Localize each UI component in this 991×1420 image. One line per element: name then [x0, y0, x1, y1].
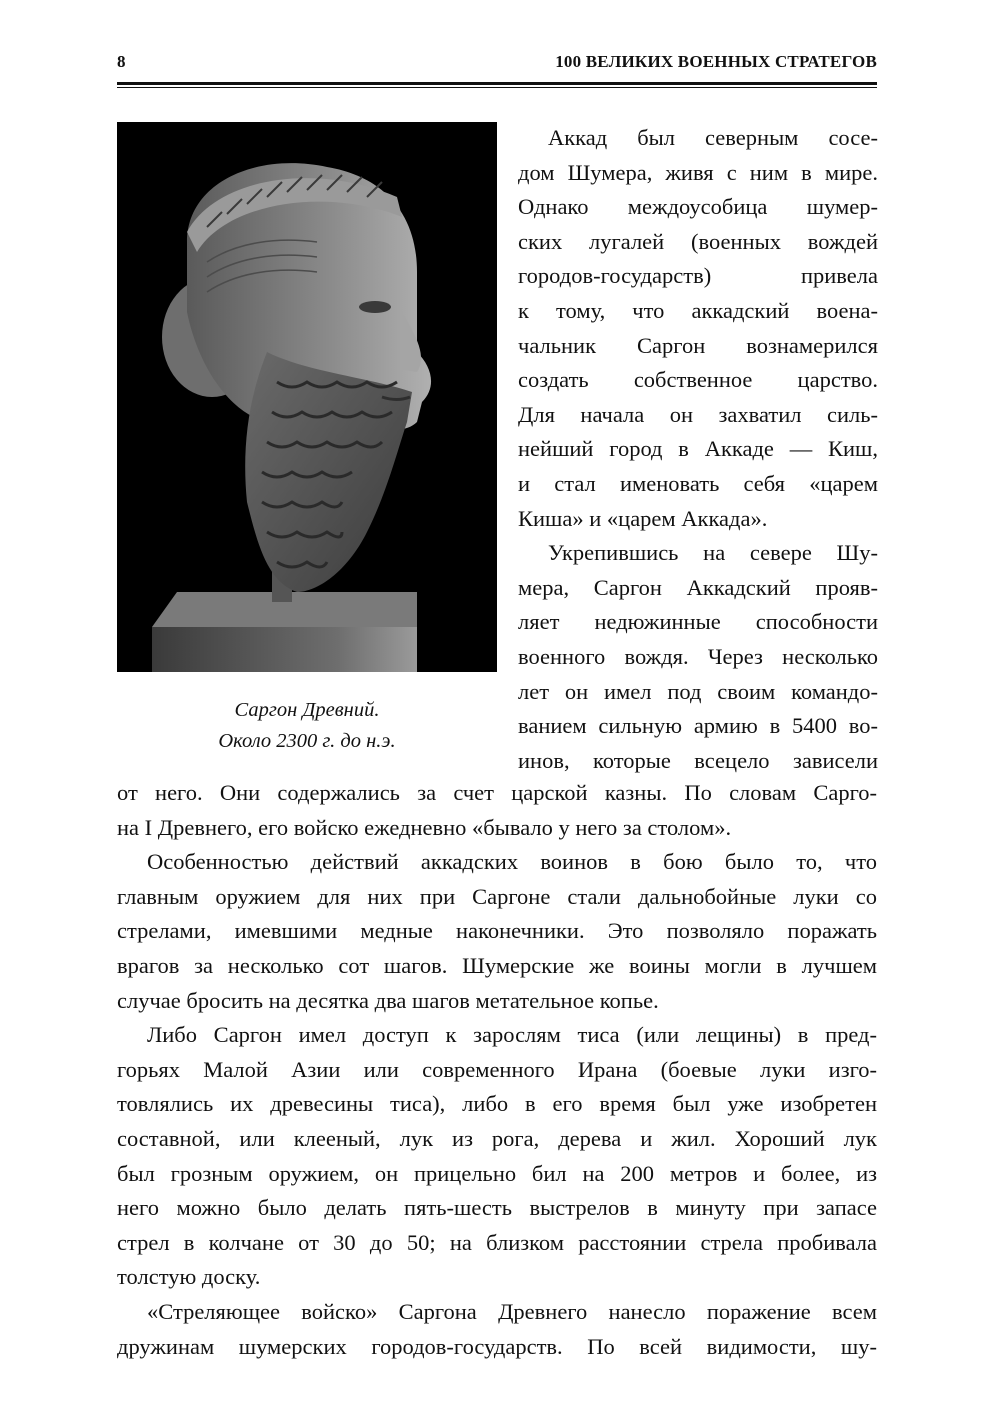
- caption-line: Около 2300 г. до н.э.: [218, 730, 396, 752]
- text-line: «Стреляющее войско» Саргона Древнего нанесло поражение всем: [147, 1298, 877, 1324]
- text-line: лет он имел под своим командо-: [518, 678, 878, 704]
- text-line: ляет недюжинные способности: [518, 609, 878, 635]
- text-line: и стал именовать себя «царем: [518, 470, 878, 496]
- running-header: [117, 50, 877, 76]
- text-line: инов, которые всецело зависели: [518, 747, 878, 773]
- text-line: толстую доску.: [117, 1264, 261, 1290]
- text-line: врагов за несколько сот шагов. Шумерские же воины могли в лучшем: [117, 952, 877, 978]
- text-line: стрел в колчане от 30 до 50; на близком расстоянии стрела пробивала: [117, 1229, 877, 1255]
- text-line: горьях Малой Азии или современного Ирана (боевые луки изго-: [117, 1056, 877, 1082]
- caption-line: Саргон Древний.: [234, 699, 380, 721]
- text-line: был грозным оружием, он прицельно бил на 200 метров и более, из: [117, 1160, 877, 1186]
- text-line: к тому, что аккадский воена-: [518, 297, 878, 323]
- text-line: Для начала он захватил силь-: [518, 401, 878, 427]
- text-line: нейший город в Аккаде — Киш,: [518, 436, 878, 462]
- text-line: чальник Саргон вознамерился: [518, 332, 878, 358]
- figure-caption: [117, 695, 497, 757]
- running-title: 100 ВЕЛИКИХ ВОЕННЫХ СТРАТЕГОВ: [555, 52, 877, 71]
- text-line: Укрепившись на севере Шу-: [548, 540, 878, 566]
- text-line: мера, Саргон Аккадский прояв-: [518, 574, 878, 600]
- sargon-bust-photo: [117, 122, 497, 672]
- text-line: ских лугалей (военных вождей: [518, 228, 878, 254]
- text-line: Особенностью действий аккадских воинов в бою было то, что: [147, 849, 877, 875]
- text-line: на I Древнего, его войско ежедневно «бывало у него за столом».: [117, 814, 732, 840]
- text-line: дом Шумера, живя с ним в мире.: [518, 159, 878, 185]
- text-line: от него. Они содержались за счет царской казны. По словам Сарго-: [117, 780, 877, 805]
- text-line: товлялись их древесины тиса), либо в его время был уже изобретен: [117, 1091, 877, 1117]
- page-number: 8: [117, 52, 126, 71]
- text-line: составной, или клееный, лук из рога, дерева и жил. Хороший лук: [117, 1125, 877, 1151]
- text-line: него можно было делать пять-шесть выстрелов в минуту при запасе: [117, 1195, 877, 1221]
- text-line: стрелами, имевшими медные наконечники. Это позволяло поражать: [117, 918, 877, 944]
- text-line: случае бросить на десятка два шагов метательное копье.: [117, 987, 659, 1013]
- text-line: Киша» и «царем Аккада».: [518, 505, 768, 531]
- text-line: создать собственное царство.: [518, 367, 878, 393]
- body-text: [117, 776, 877, 1364]
- header-rule-thin: [117, 87, 877, 88]
- text-line: ванием сильную армию в 5400 во-: [518, 713, 878, 739]
- text-line: Либо Саргон имел доступ к зарослям тиса (или лещины) в пред-: [147, 1022, 877, 1048]
- header-rule-thick: [117, 82, 877, 85]
- text-line: Аккад был северным сосе-: [548, 125, 878, 150]
- text-line: военного вождя. Через несколько: [518, 643, 878, 669]
- text-line: главным оружием для них при Саргоне стали дальнобойные луки со: [117, 883, 877, 909]
- text-line: дружинам шумерских городов-государств. По всей видимости, шу-: [117, 1333, 877, 1359]
- column-text: [518, 121, 878, 778]
- text-line: Однако междоусобица шумер-: [518, 194, 878, 220]
- text-line: городов-государств) привела: [518, 263, 878, 289]
